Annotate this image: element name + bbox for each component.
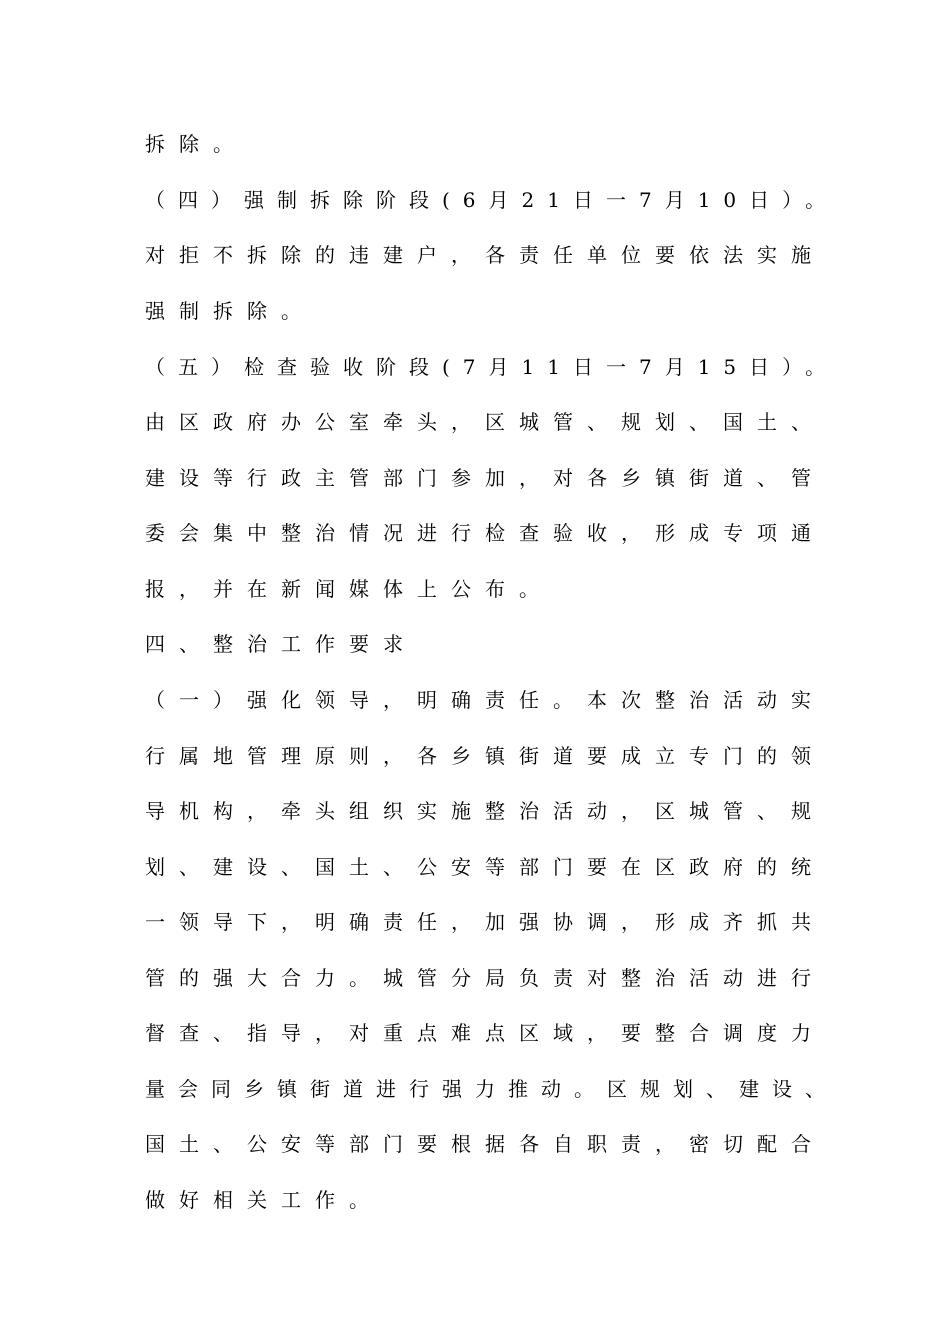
text-line-2: （四）强制拆除阶段(6月21日一7月10日）。 [145,188,839,212]
text-line-1: 拆除。 [145,132,247,156]
text-line-4: 强制拆除。 [145,299,315,323]
text-line-5: （五）检查验收阶段(7月11日一7月15日）。 [145,355,839,379]
text-line-20: 做好相关工作。 [145,1188,383,1212]
text-line-19: 国土、公安等部门要根据各自职责，密切配合 [145,1132,825,1156]
text-line-15: 一领导下，明确责任，加强协调，形成齐抓共 [145,910,825,934]
text-line-14: 划、建设、国土、公安等部门要在区政府的统 [145,855,825,879]
section-heading: 四、整治工作要求 [145,632,417,656]
text-line-12: 行属地管理原则，各乡镇街道要成立专门的领 [145,744,825,768]
text-line-8: 委会集中整治情况进行检查验收，形成专项通 [145,521,825,545]
text-line-13: 导机构，牵头组织实施整治活动，区城管、规 [145,799,825,823]
text-line-11: （一）强化领导，明确责任。本次整治活动实 [145,688,825,712]
text-line-9: 报，并在新闻媒体上公布。 [145,577,553,601]
text-line-16: 管的强大合力。城管分局负责对整治活动进行 [145,966,825,990]
text-line-17: 督查、指导，对重点难点区域，要整合调度力 [145,1021,825,1045]
text-line-3: 对拒不拆除的违建户，各责任单位要依法实施 [145,243,825,267]
text-line-18: 量会同乡镇街道进行强力推动。区规划、建设、 [145,1077,838,1101]
text-line-7: 建设等行政主管部门参加，对各乡镇街道、管 [145,466,825,490]
text-line-6: 由区政府办公室牵头，区城管、规划、国土、 [145,410,825,434]
